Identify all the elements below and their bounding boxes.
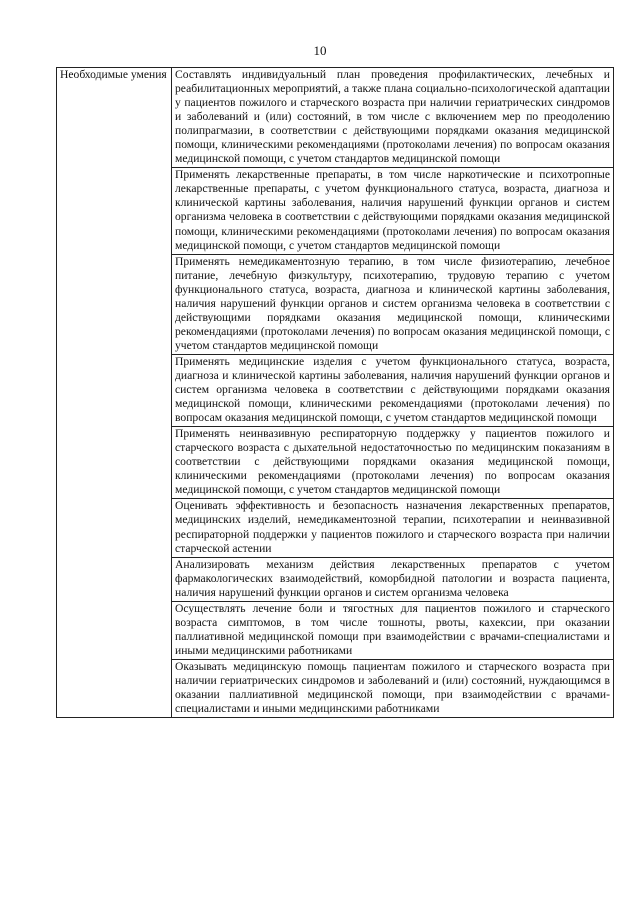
section-label: Необходимые умения <box>57 68 172 718</box>
skill-item: Применять неинвазивную респираторную поддержку у пациентов пожилого и старческого возраста с дыхательной недостаточностью по медицинским показаниям в соответствии с действующими порядками оказания медицинской помощи, клиническими рекомендациями (протоколами лечения) по вопросам оказания медицинской помощи, с учетом стандартов медицинской помощи <box>172 427 614 499</box>
skill-item: Применять медицинские изделия с учетом функционального статуса, возраста, диагноза и клинической картины заболевания, наличия нарушений функции органов и систем организма человека в соответствии с действующими порядками оказания медицинской помощи, клиническими рекомендациями (протоколами лечения) по вопросам оказания медицинской помощи, с учетом стандартов медицинской помощи <box>172 354 614 426</box>
skill-item: Оказывать медицинскую помощь пациентам пожилого и старческого возраста при наличии гериатрических синдромов и заболеваний и (или) состояний, нуждающимся в оказании паллиативной медицинской помощи, при взаимодействии с врачами-специалистами и иными медицинскими работниками <box>172 659 614 717</box>
skill-item: Осуществлять лечение боли и тягостных для пациентов пожилого и старческого возраста симптомов, в том числе тошноты, рвоты, кахексии, при оказании паллиативной медицинской помощи при взаимодействии с врачами-специалистами и иными медицинскими работниками <box>172 601 614 659</box>
page-number: 10 <box>313 43 327 58</box>
skill-item: Составлять индивидуальный план проведения профилактических, лечебных и реабилитационных мероприятий, а также плана социально-психологической адаптации у пациентов пожилого и старческого возраста при наличии гериатрических синдромов и заболеваний и (или) состояний, в том числе с включением мер по преодолению полипрагмазии, в соответствии с действующими порядками оказания медицинской помощи, клиническими рекомендациями (протоколами лечения) по вопросам оказания медицинской помощи, с учетом стандартов медицинской помощи <box>172 68 614 168</box>
skill-item: Применять лекарственные препараты, в том числе наркотические и психотропные лекарственные препараты, с учетом функционального статуса, возраста, диагноза и клинической картины заболевания, наличия нарушений функции органов и систем организма человека в соответствии с действующими порядками оказания медицинской помощи, клиническими рекомендациями (протоколами лечения) по вопросам оказания медицинской помощи, с учетом стандартов медицинской помощи <box>172 168 614 254</box>
skills-table <box>56 67 614 718</box>
skill-item: Оценивать эффективность и безопасность назначения лекарственных препаратов, медицинских изделий, немедикаментозной терапии, психотерапии и неинвазивной респираторной поддержки у пациентов пожилого и старческого возраста при наличии старческой астении <box>172 499 614 557</box>
table-row <box>57 68 614 168</box>
skill-item: Анализировать механизм действия лекарственных препаратов с учетом фармакологических взаимодействий, коморбидной патологии и возраста пациента, наличия нарушений функции органов и систем организма человека <box>172 557 614 601</box>
skill-item: Применять немедикаментозную терапию, в том числе физиотерапию, лечебное питание, лечебную физкультуру, психотерапию, трудовую терапию с учетом функционального статуса, возраста, диагноза и клинической картины заболевания, наличия нарушений функции органов и систем организма человека в соответствии с действующими порядками оказания медицинской помощи, клиническими рекомендациями (протоколами лечения) по вопросам оказания медицинской помощи, с учетом стандартов медицинской помощи <box>172 254 614 354</box>
